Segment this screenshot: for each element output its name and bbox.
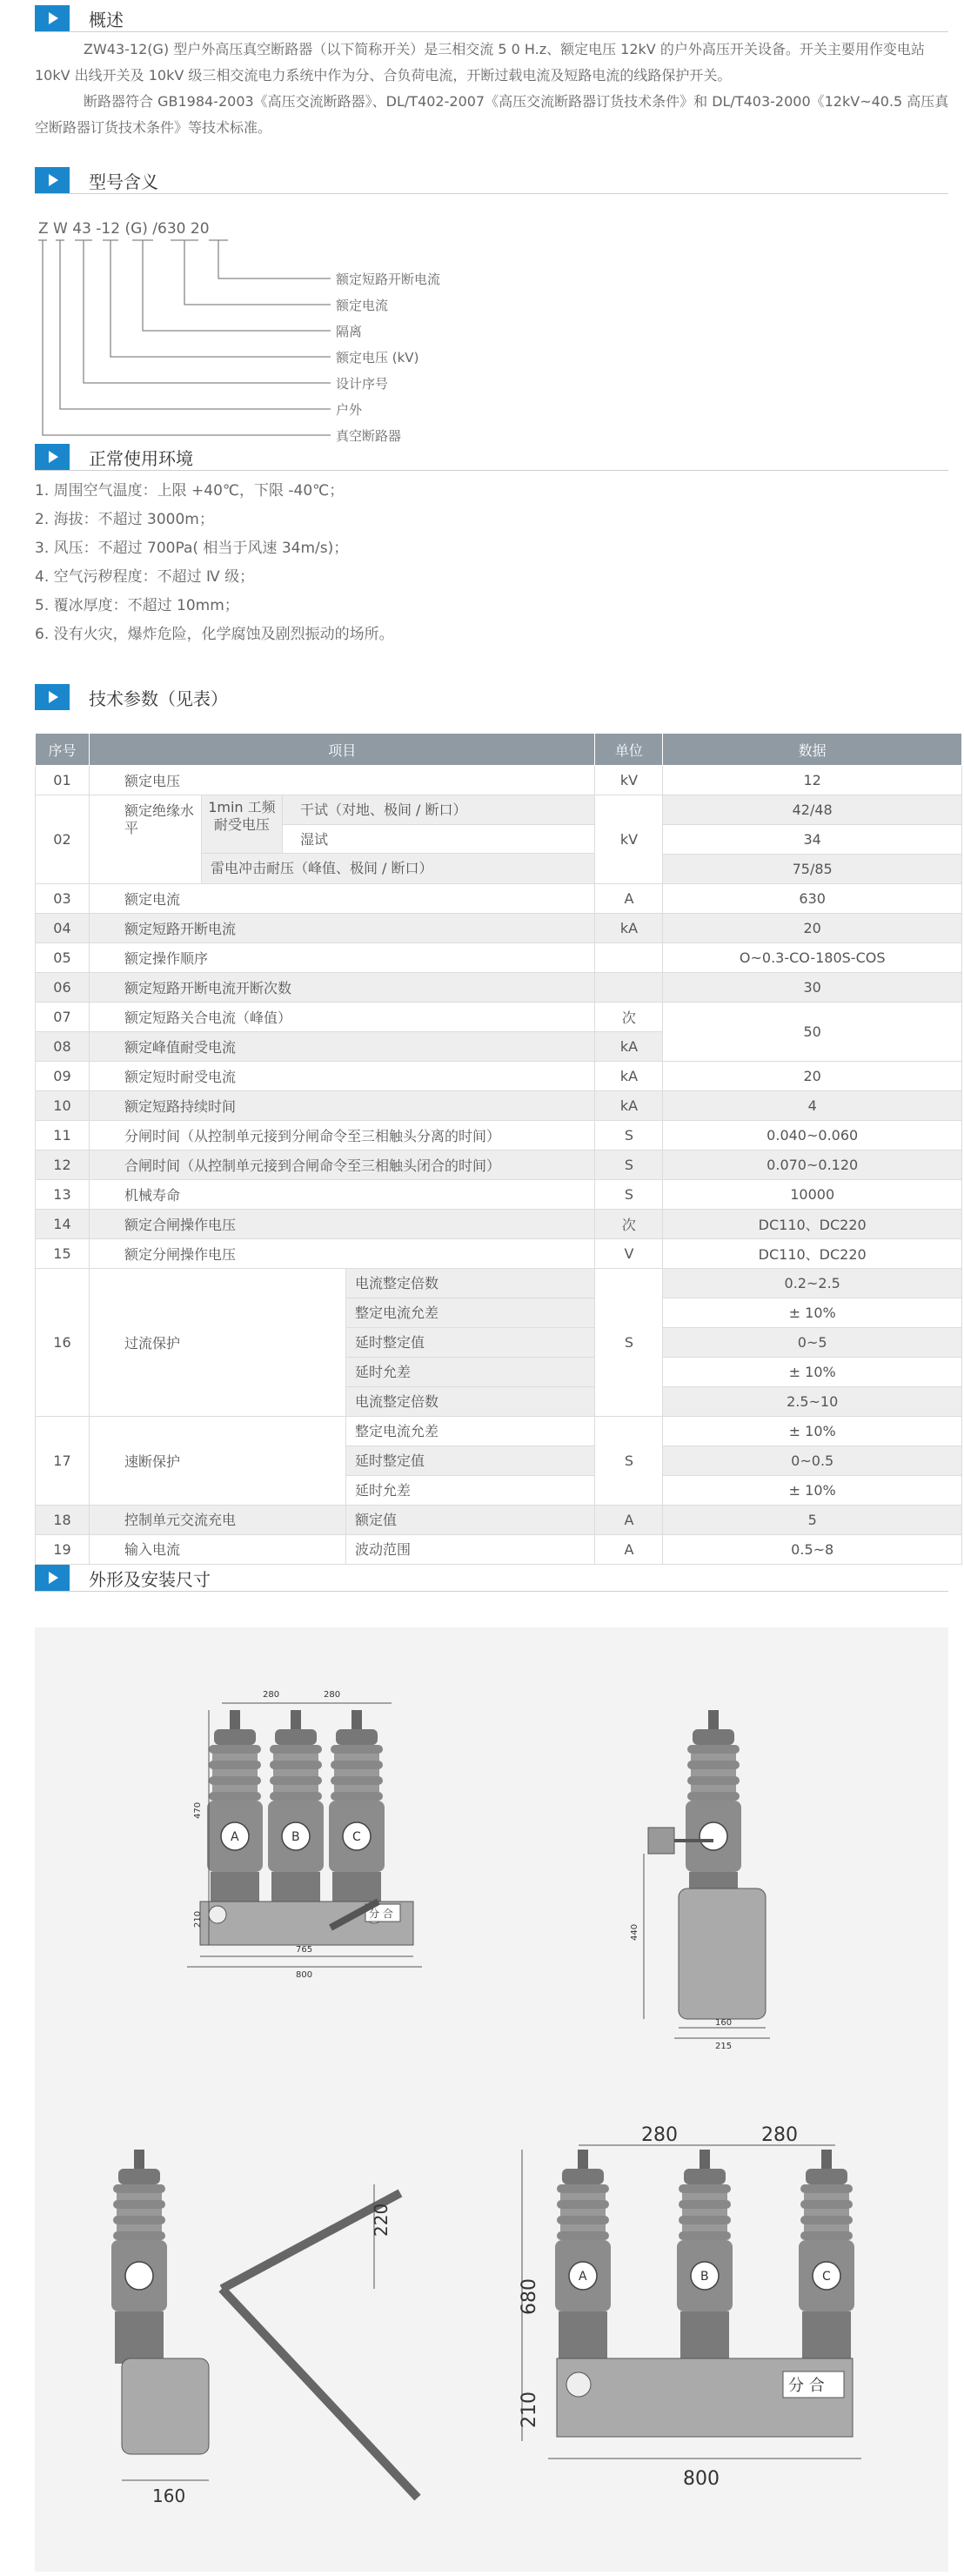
- environment-item: 3. 风压：不超过 700Pa( 相当于风速 34m/s)；: [35, 540, 349, 557]
- table-row: [36, 1180, 962, 1210]
- environment-item: 6. 没有火灾，爆炸危险，化学腐蚀及剧烈振动的场所。: [35, 626, 394, 643]
- cell: 630: [663, 884, 962, 914]
- cell: 42/48: [663, 795, 962, 825]
- model-label: 设计序号: [336, 376, 389, 392]
- cell: 额定短路持续时间: [89, 1091, 595, 1121]
- cell: ± 10%: [663, 1298, 962, 1328]
- cell: A: [595, 1506, 663, 1535]
- cell-compound: [89, 1506, 595, 1535]
- model-label: 隔离: [336, 324, 363, 339]
- model-label: 额定电压 (kV): [336, 350, 419, 366]
- section-header-model: [35, 167, 158, 193]
- cell: 湿试: [283, 824, 595, 854]
- cell: 额定电压: [89, 766, 595, 795]
- play-arrow-icon: [35, 444, 70, 470]
- table-row: [36, 1535, 962, 1565]
- table-header: [36, 734, 962, 766]
- table-row: [36, 1062, 962, 1091]
- divider: [35, 1591, 948, 1592]
- cell: 额定分闸操作电压: [89, 1239, 595, 1269]
- divider: [35, 470, 948, 471]
- col-header: 序号: [36, 734, 90, 766]
- cell: 12: [663, 766, 962, 795]
- section-title: 概述: [89, 9, 124, 30]
- cell: 05: [36, 943, 90, 973]
- dim-label: 280: [641, 2124, 678, 2146]
- front-view-small: [187, 1690, 422, 1980]
- cell: 04: [36, 914, 90, 943]
- cell: 2.5~10: [663, 1387, 962, 1417]
- cell: 10: [36, 1091, 90, 1121]
- table-row: [36, 884, 962, 914]
- table-row: [36, 1150, 962, 1180]
- cell: 20: [663, 914, 962, 943]
- cell: S: [595, 1417, 663, 1506]
- col-header: 数据: [663, 734, 962, 766]
- cell: S: [595, 1180, 663, 1210]
- cell: 0.070~0.120: [663, 1150, 962, 1180]
- cell: 50: [663, 1003, 962, 1062]
- cell: kA: [595, 914, 663, 943]
- col-header: 项目: [89, 734, 595, 766]
- environment-item: 4. 空气污秽程度：不超过 Ⅳ 级；: [35, 568, 255, 586]
- cell: 延时允差: [346, 1475, 595, 1505]
- phase-label: A: [579, 2270, 587, 2284]
- cell: S: [595, 1150, 663, 1180]
- side-view-large: [111, 2150, 418, 2506]
- cell: 控制单元交流充电: [90, 1506, 346, 1534]
- cell: 5: [663, 1506, 962, 1535]
- cell: 75/85: [663, 855, 962, 884]
- table-row: [36, 766, 962, 795]
- cell: 18: [36, 1506, 90, 1535]
- environment-item: 2. 海拔：不超过 3000m；: [35, 511, 214, 528]
- play-arrow-icon: [35, 684, 70, 710]
- section-title: 技术参数（见表）: [89, 688, 228, 709]
- play-arrow-icon: [35, 167, 70, 193]
- cell: 额定短路开断电流: [89, 914, 595, 943]
- cell: V: [595, 1239, 663, 1269]
- model-label: 额定电流: [336, 298, 389, 313]
- section-header-overview: [35, 5, 124, 31]
- environment-item: 1. 周围空气温度：上限 +40℃，下限 -40℃；: [35, 482, 345, 500]
- table-row: [36, 795, 962, 825]
- environment-item: 5. 覆冰厚度：不超过 10mm；: [35, 597, 239, 614]
- switch-label: 分 合: [788, 2377, 825, 2395]
- cell-compound: [89, 1417, 595, 1506]
- phase-label: B: [291, 1830, 300, 1844]
- cell: 0.2~2.5: [663, 1269, 962, 1298]
- cell: 16: [36, 1269, 90, 1417]
- front-view-large: [519, 2124, 861, 2490]
- cell: 额定操作顺序: [89, 943, 595, 973]
- cell: 30: [663, 973, 962, 1003]
- cell-compound: [89, 1269, 595, 1417]
- model-label: 真空断路器: [336, 428, 402, 444]
- dim-label: 765: [296, 1945, 313, 1955]
- cell: kA: [595, 1091, 663, 1121]
- cell: A: [595, 884, 663, 914]
- cell: 15: [36, 1239, 90, 1269]
- table-row: [36, 1269, 962, 1298]
- cell: 额定峰值耐受电流: [89, 1032, 595, 1062]
- cell: 0.040~0.060: [663, 1121, 962, 1150]
- cell: 电流整定倍数: [346, 1269, 595, 1298]
- section-header-dims: [35, 1565, 211, 1591]
- dim-label: 800: [683, 2468, 720, 2490]
- cell: 06: [36, 973, 90, 1003]
- cell: 额定短路开断电流开断次数: [89, 973, 595, 1003]
- phase-label: C: [822, 2270, 831, 2284]
- cell: 额定电流: [89, 884, 595, 914]
- section-title: 型号含义: [89, 171, 158, 192]
- overview-paragraph-1: ZW43-12(G) 型户外高压真空断路器（以下简称开关）是三相交流 5 0 H.z、额定电压 12kV 的户外高压开关设备。开关主要用作变电站 10kV 出线开关及 10kV 级三相交流电力系统中作为分、合负荷电流，开断过载电流及短路电流的线路保护开关。: [35, 41, 925, 84]
- cell: 输入电流: [90, 1535, 346, 1564]
- cell-compound: [89, 795, 595, 884]
- table-row: [36, 1091, 962, 1121]
- dim-label: 210: [519, 2392, 540, 2428]
- overview-paragraph-2: 断路器符合 GB1984-2003《高压交流断路器》、DL/T402-2007《高压交流断路器订货技术条件》和 DL/T403-2000《12kV~40.5 高压真空断路器订货技术条件》等技术标准。: [35, 93, 949, 136]
- side-view-small: [630, 1710, 770, 2051]
- cell: 0.5~8: [663, 1535, 962, 1565]
- cell: 整定电流允差: [354, 1423, 438, 1439]
- dim-label: 160: [152, 2485, 186, 2506]
- cell: 额定值: [354, 1512, 397, 1528]
- cell: 01: [36, 766, 90, 795]
- cell: 整定电流允差: [346, 1298, 595, 1327]
- table-row: [36, 1417, 962, 1446]
- cell: DC110、DC220: [663, 1210, 962, 1239]
- cell: 07: [36, 1003, 90, 1032]
- cell: [595, 943, 663, 973]
- cell: DC110、DC220: [663, 1239, 962, 1269]
- cell: 13: [36, 1180, 90, 1210]
- dim-label: 800: [296, 1970, 313, 1980]
- table-row: [36, 1506, 962, 1535]
- play-arrow-icon: [35, 5, 70, 31]
- cell: 速断保护: [90, 1417, 346, 1505]
- table-row: [36, 1210, 962, 1239]
- cell: 19: [36, 1535, 90, 1565]
- cell: 0~5: [663, 1328, 962, 1358]
- cell: 合闸时间（从控制单元接到合闸命令至三相触头闭合的时间）: [89, 1150, 595, 1180]
- cell: 02: [36, 795, 90, 884]
- cell: 03: [36, 884, 90, 914]
- cell: 0~0.5: [663, 1446, 962, 1476]
- cell: kA: [595, 1062, 663, 1091]
- dim-label: 470: [193, 1801, 203, 1819]
- section-title: 正常使用环境: [89, 447, 193, 469]
- cell: 12: [36, 1150, 90, 1180]
- cell: ± 10%: [663, 1476, 962, 1506]
- cell: 额定短路关合电流（峰值）: [89, 1003, 595, 1032]
- cell: 次: [595, 1210, 663, 1239]
- cell: 额定短时耐受电流: [89, 1062, 595, 1091]
- parameter-table: [35, 733, 962, 1565]
- phase-label: A: [231, 1830, 239, 1844]
- cell: 延时整定值: [346, 1446, 595, 1475]
- dim-label: 280: [324, 1690, 341, 1700]
- cell: A: [595, 1535, 663, 1565]
- table-row: [36, 1239, 962, 1269]
- cell: 额定合闸操作电压: [89, 1210, 595, 1239]
- dim-label: 440: [630, 1923, 639, 1941]
- cell: kV: [595, 795, 663, 884]
- dim-label: 220: [371, 2203, 392, 2237]
- cell: 延时允差: [346, 1357, 595, 1386]
- cell: ± 10%: [663, 1358, 962, 1387]
- cell: ± 10%: [663, 1417, 962, 1446]
- cell: 机械寿命: [89, 1180, 595, 1210]
- cell: S: [595, 1269, 663, 1417]
- cell: 波动范围: [354, 1541, 411, 1558]
- col-header: 单位: [595, 734, 663, 766]
- cell: 11: [36, 1121, 90, 1150]
- dim-label: 210: [193, 1910, 203, 1928]
- cell: 20: [663, 1062, 962, 1091]
- cell: 34: [663, 825, 962, 855]
- table-row: [36, 1003, 962, 1032]
- model-code: Z W 43 -12 (G) /630 20: [38, 220, 210, 238]
- cell: 延时整定值: [346, 1327, 595, 1357]
- dimension-drawings: [35, 1627, 948, 2572]
- section-header-params: [35, 684, 228, 710]
- section-header-environment: [35, 444, 193, 470]
- model-label: 户外: [336, 402, 363, 418]
- section-title: 外形及安装尺寸: [89, 1568, 211, 1590]
- divider: [35, 31, 948, 32]
- table-row: [36, 943, 962, 973]
- dim-label: 680: [519, 2278, 540, 2315]
- dim-label: 280: [761, 2124, 798, 2146]
- cell: 4: [663, 1091, 962, 1121]
- table-row: [36, 914, 962, 943]
- cell: 10000: [663, 1180, 962, 1210]
- switch-label: 分 合: [369, 1908, 393, 1920]
- table-row: [36, 1121, 962, 1150]
- divider: [35, 193, 948, 194]
- environment-list: [35, 477, 394, 649]
- cell: 干试（对地、极间 / 断口）: [283, 795, 595, 824]
- cell: kA: [595, 1032, 663, 1062]
- cell: S: [595, 1121, 663, 1150]
- cell: 分闸时间（从控制单元接到分闸命令至三相触头分离的时间）: [89, 1121, 595, 1150]
- cell: 1min 工频耐受电压: [201, 795, 283, 853]
- cell: 14: [36, 1210, 90, 1239]
- dim-label: 280: [263, 1690, 280, 1700]
- cell: kV: [595, 766, 663, 795]
- phase-label: B: [700, 2270, 709, 2284]
- cell: 08: [36, 1032, 90, 1062]
- table-row: [36, 973, 962, 1003]
- model-label: 额定短路开断电流: [336, 272, 441, 287]
- cell: 过流保护: [90, 1269, 346, 1416]
- cell: O~0.3-CO-180S-COS: [663, 943, 962, 973]
- cell: 次: [595, 1003, 663, 1032]
- cell: 额定绝缘水平: [90, 795, 201, 883]
- dim-label: 215: [715, 2042, 733, 2051]
- cell: 17: [36, 1417, 90, 1506]
- cell: 雷电冲击耐压（峰值、极间 / 断口）: [201, 853, 595, 882]
- cell: 电流整定倍数: [346, 1386, 595, 1416]
- cell-compound: [89, 1535, 595, 1565]
- phase-label: C: [352, 1830, 361, 1844]
- cell: [595, 973, 663, 1003]
- cell: 09: [36, 1062, 90, 1091]
- play-arrow-icon: [35, 1565, 70, 1591]
- dim-label: 160: [715, 2018, 733, 2028]
- model-designation-diagram: [35, 216, 557, 451]
